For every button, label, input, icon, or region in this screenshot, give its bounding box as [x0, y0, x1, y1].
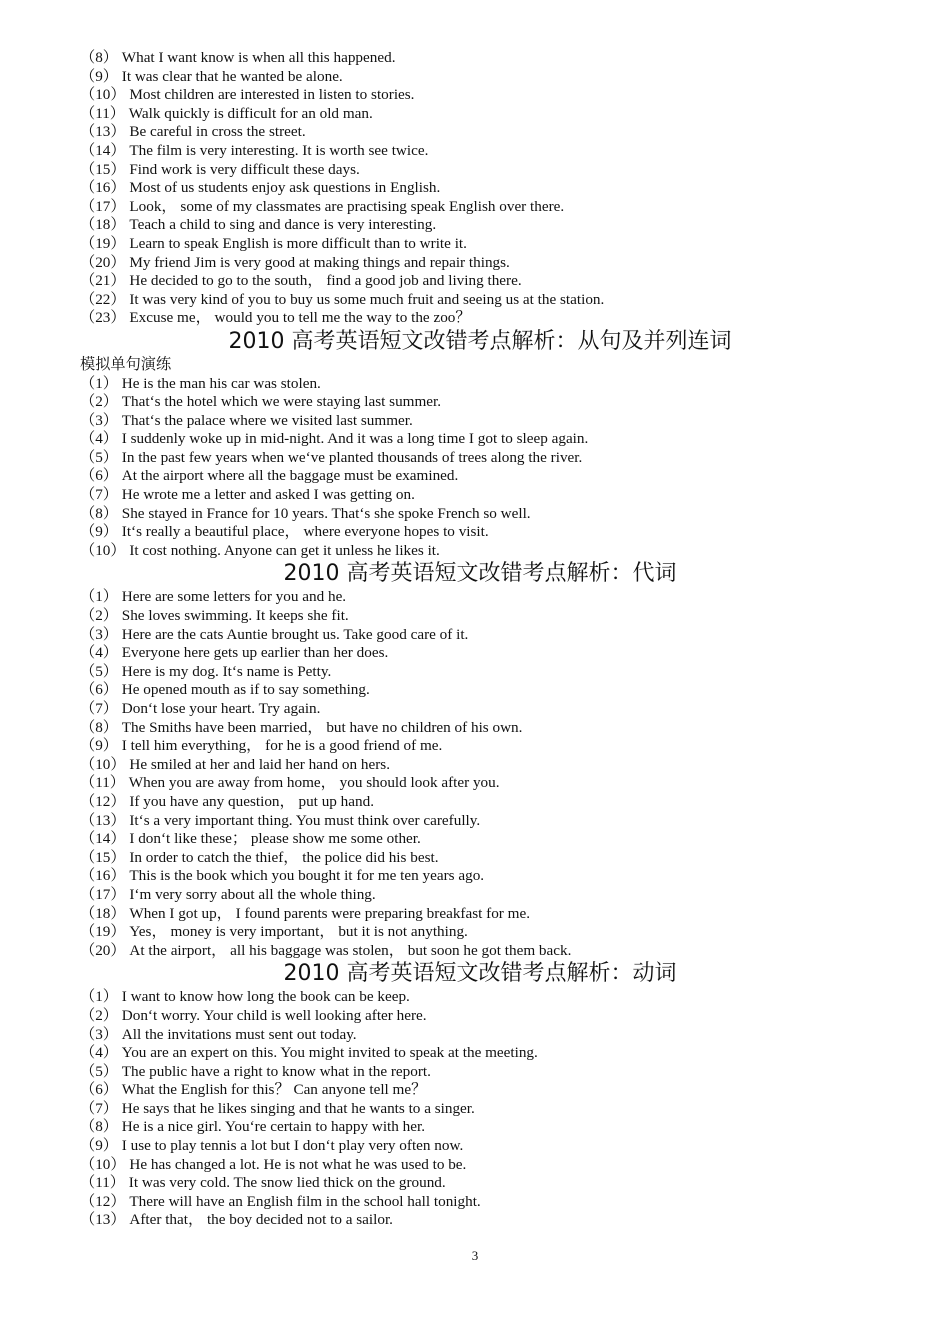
- exercise-line: （19） Learn to speak English is more difficult than to write it.: [80, 234, 467, 252]
- exercise-line: （20） My friend Jim is very good at making things and repair things.: [80, 253, 510, 271]
- exercise-line: （11） Walk quickly is difficult for an old man.: [80, 104, 373, 122]
- exercise-line: （2） She loves swimming. It keeps she fit.: [80, 607, 349, 625]
- exercise-line: （10） It cost nothing. Anyone can get it unless he likes it.: [80, 541, 440, 559]
- exercise-list-continued: [80, 49, 880, 328]
- exercise-line: （14） The film is very interesting. It is worth see twice.: [80, 141, 429, 159]
- exercise-line: （1） Here are some letters for you and he.: [80, 588, 347, 606]
- exercise-line: （9） I tell him everything， for he is a good friend of me.: [80, 737, 443, 755]
- exercise-line: （5） The public have a right to know what in the report.: [80, 1062, 431, 1080]
- exercise-line: （18） Teach a child to sing and dance is very interesting.: [80, 216, 437, 234]
- exercise-line: （8） She stayed in France for 10 years. That‘s she spoke French so well.: [80, 504, 531, 522]
- exercise-line: （10） He has changed a lot. He is not what he was used to be.: [80, 1155, 467, 1173]
- exercise-line: （9） It‘s really a beautiful place， where everyone hopes to visit.: [80, 523, 489, 541]
- exercise-line: （15） In order to catch the thief， the police did his best.: [80, 848, 439, 866]
- exercise-line: （10） Most children are interested in listen to stories.: [80, 86, 415, 104]
- exercise-list-verbs: [80, 988, 880, 1230]
- exercise-line: （19） Yes， money is very important， but it is not anything.: [80, 923, 468, 941]
- exercise-line: （3） All the invitations must sent out today.: [80, 1025, 357, 1043]
- exercise-line: （7） He wrote me a letter and asked I was getting on.: [80, 486, 415, 504]
- exercise-line: （1） He is the man his car was stolen.: [80, 374, 321, 392]
- exercise-line: （9） It was clear that he wanted be alone.: [80, 67, 343, 85]
- exercise-line: （11） When you are away from home， you should look after you.: [80, 774, 500, 792]
- section-heading-pronouns: 2010 高考英语短文改错考点解析：代词: [283, 561, 677, 587]
- exercise-line: （12） If you have any question， put up hand.: [80, 792, 374, 810]
- section-heading-clauses: 2010 高考英语短文改错考点解析：从句及并列连词: [228, 328, 732, 354]
- section-subheading: 模拟单句演练: [80, 355, 172, 373]
- exercise-list-pronouns: [80, 588, 880, 960]
- exercise-line: （16） Most of us students enjoy ask questions in English.: [80, 179, 441, 197]
- exercise-line: （13） After that， the boy decided not to a sailor.: [80, 1211, 393, 1229]
- exercise-line: （17） Look， some of my classmates are practising speak English over there.: [80, 197, 565, 215]
- exercise-line: （5） In the past few years when we‘ve planted thousands of trees along the river.: [80, 448, 583, 466]
- exercise-line: （20） At the airport， all his baggage was stolen， but soon he got them back.: [80, 941, 572, 959]
- exercise-line: （12） There will have an English film in the school hall tonight.: [80, 1192, 481, 1210]
- exercise-line: （17） I‘m very sorry about all the whole thing.: [80, 885, 376, 903]
- exercise-line: （23） Excuse me， would you to tell me the way to the zoo？: [80, 309, 471, 327]
- exercise-line: （21） He decided to go to the south， find a good job and living there.: [80, 272, 522, 290]
- page-number: 3: [471, 1248, 479, 1263]
- exercise-line: （7） Don‘t lose your heart. Try again.: [80, 700, 321, 717]
- exercise-list-clauses: [80, 375, 880, 561]
- exercise-line: （8） What I want know is when all this happened.: [80, 49, 396, 66]
- exercise-line: （9） I use to play tennis a lot but I don‘t play very often now.: [80, 1137, 464, 1155]
- exercise-line: （15） Find work is very difficult these days.: [80, 160, 360, 178]
- exercise-line: （6） At the airport where all the baggage must be examined.: [80, 467, 459, 485]
- exercise-line: （8） The Smiths have been married， but have no children of his own.: [80, 718, 523, 736]
- exercise-line: （2） That‘s the hotel which we were staying last summer.: [80, 393, 442, 411]
- exercise-line: （13） It‘s a very important thing. You must think over carefully.: [80, 811, 481, 829]
- exercise-line: （1） I want to know how long the book can be keep.: [80, 988, 410, 1006]
- exercise-line: （22） It was very kind of you to buy us some much fruit and seeing us at the station.: [80, 290, 605, 308]
- document-content: [80, 49, 880, 1230]
- exercise-line: （6） What the English for this？ Can anyone tell me？: [80, 1081, 427, 1099]
- section-heading-verbs: 2010 高考英语短文改错考点解析：动词: [283, 961, 677, 987]
- exercise-line: （2） Don‘t worry. Your child is well looking after here.: [80, 1006, 427, 1024]
- exercise-line: （11） It was very cold. The snow lied thick on the ground.: [80, 1174, 446, 1192]
- exercise-line: （4） I suddenly woke up in mid-night. And it was a long time I got to sleep again.: [80, 430, 589, 448]
- exercise-line: （5） Here is my dog. It‘s name is Petty.: [80, 662, 332, 680]
- exercise-line: （13） Be careful in cross the street.: [80, 123, 306, 141]
- exercise-line: （10） He smiled at her and laid her hand on hers.: [80, 755, 390, 773]
- exercise-line: （14） I don‘t like these； please show me some other.: [80, 830, 421, 848]
- exercise-line: （4） Everyone here gets up earlier than her does.: [80, 644, 389, 662]
- exercise-line: （16） This is the book which you bought it for me ten years ago.: [80, 867, 485, 885]
- exercise-line: （6） He opened mouth as if to say something.: [80, 681, 370, 699]
- exercise-line: （3） That‘s the palace where we visited last summer.: [80, 411, 413, 429]
- exercise-line: （4） You are an expert on this. You might invited to speak at the meeting.: [80, 1044, 538, 1062]
- exercise-line: （8） He is a nice girl. You‘re certain to happy with her.: [80, 1118, 426, 1136]
- exercise-line: （3） Here are the cats Auntie brought us. Take good care of it.: [80, 625, 469, 643]
- exercise-line: （7） He says that he likes singing and that he wants to a singer.: [80, 1099, 475, 1117]
- exercise-line: （18） When I got up， I found parents were preparing breakfast for me.: [80, 904, 530, 922]
